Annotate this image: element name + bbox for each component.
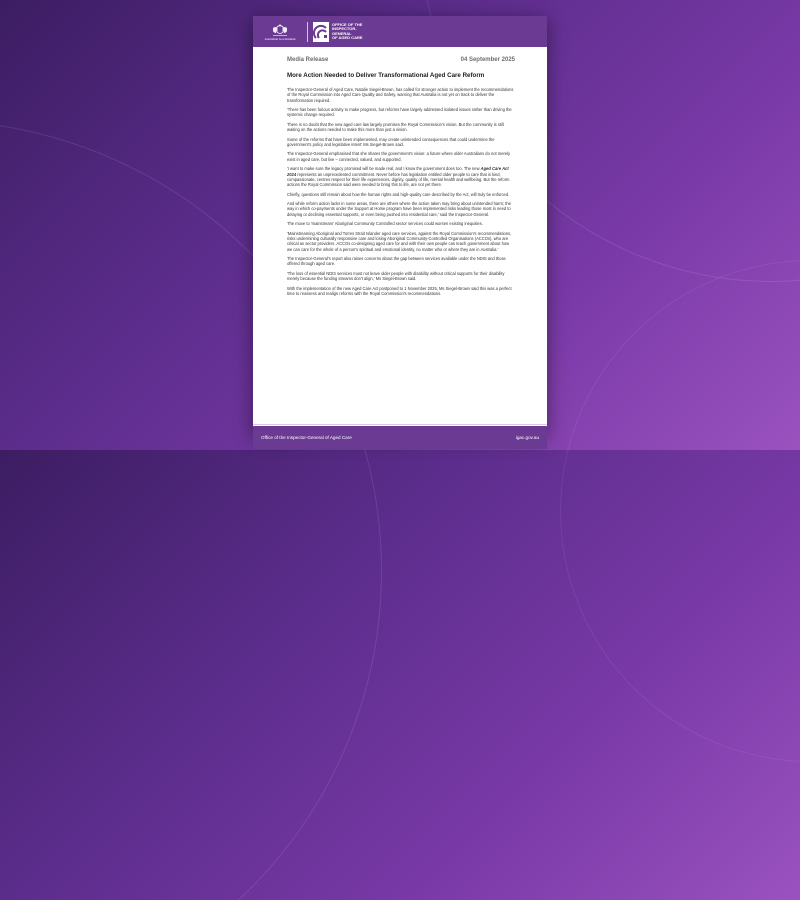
footer-divider bbox=[253, 424, 547, 425]
release-date: 04 September 2025 bbox=[460, 57, 515, 63]
paragraph: 'Mainstreaming Aboriginal and Torres Strait Islander aged care services, against the Royal Commission's recommendations, risks undermining culturally responsive care and losing Aboriginal Community-Controlled Organisations (ACCOs), who are critical as sector providers. ACCOs co-designing aged care for and with their own people can teach government about how we can care for the whole of a person's spiritual and emotional identity, no matter who or where they are in Australia.' bbox=[287, 230, 512, 252]
paragraph: With the implementation of the new Aged Care Act postponed to 1 November 2025, Ms Siegel-Brown said this was a perfect time to reassess and realign reforms with the Royal Commission's recommendations. bbox=[287, 285, 512, 296]
paragraph: The move to 'mainstream' Aboriginal Community Controlled sector services could worsen existing inequities. bbox=[287, 221, 483, 227]
government-crest bbox=[259, 23, 301, 41]
office-name bbox=[332, 23, 392, 41]
paragraph: 'The loss of essential NDIS services must not leave older people with disability without critical supports for their disability merely because the funding streams don't align,' Ms Siegel-Brown said. bbox=[287, 270, 505, 282]
paragraph: The Inspector-General's report also raises concerns about the gap between services available under the NDIS and those offered through aged care. bbox=[287, 256, 506, 267]
igac-logo-icon bbox=[313, 22, 329, 42]
media-release-document bbox=[253, 16, 547, 440]
office-name-line: INSPECTOR- bbox=[332, 26, 357, 32]
coat-of-arms-icon bbox=[271, 24, 289, 37]
paragraph-text: 'I want to make sure the legacy promised will be made real, and I know the government does too. The new bbox=[287, 166, 481, 172]
office-logo bbox=[313, 22, 392, 42]
media-release-label: Media Release bbox=[287, 57, 329, 63]
paragraph: There is no doubt that the new aged care law largely promises the Royal Commission's vision. But the community is still waiting on the actions needed to make this more than just a vision. bbox=[287, 121, 504, 133]
document-body bbox=[287, 57, 515, 300]
paragraph: The Inspector-General of Aged Care, Natalie Siegel-Brown, has called for stronger action to implement the recommendations of the Royal Commission into Aged Care Quality and Safety, warning that Australia is not yet on track to deliver the transformation required. bbox=[287, 87, 514, 103]
paragraph: And while reform action lacks in some areas, there are others where the action taken may bring about unintended harm; the way in which co-payments under the Support at Home program have been implemented risks leading those most in need to delaying or declining essential supports, or even being pushed into residential care,' said the Inspector-General. bbox=[287, 201, 511, 217]
office-name-line: OF AGED CARE bbox=[332, 34, 363, 40]
paragraph: The Inspector-General emphasised that she shares the government's vision: a future where older Australians do not merely exist in aged care, but live – connected, valued, and supported. bbox=[287, 151, 511, 162]
footer-office-name: Office of the Inspector-General of Aged Care bbox=[261, 435, 352, 440]
release-meta bbox=[287, 57, 515, 63]
government-label: Australian Government bbox=[264, 36, 296, 41]
paragraph: Some of the reforms that have been implemented, may create unintended consequences that could undermine the government's policy and legislative intent' Ms Siegel-Brown said. bbox=[287, 136, 495, 147]
release-paragraphs bbox=[287, 87, 515, 296]
background-swoosh bbox=[560, 260, 800, 762]
paragraph: Chiefly, questions still remain about how the human rights and high-quality care described by the Act, will truly be enforced. bbox=[287, 191, 510, 197]
office-name-line: OFFICE OF THE bbox=[332, 21, 363, 27]
document-footer bbox=[253, 426, 547, 449]
office-name-line: GENERAL bbox=[332, 30, 352, 36]
paragraph-text: represents an unprecedented commitment. Never before has legislation entitled older people to care that is kind, compassionate, centres respect for their life experiences, dignity, quality of life, mental health and wellbeing. But the reform actions the Royal Commission said were needed to bring this to life, are not yet there. bbox=[287, 171, 510, 188]
paragraph-with-emphasis bbox=[287, 166, 515, 187]
footer-website: igac.gov.au bbox=[515, 435, 539, 440]
paragraph: 'There has been furious activity to make progress, but reforms have largely addressed isolated issues rather than driving the systemic change required. bbox=[287, 107, 512, 118]
header-divider bbox=[307, 22, 308, 42]
document-header bbox=[253, 16, 547, 47]
act-name: Aged Care Act 2024 bbox=[287, 166, 509, 177]
release-title: More Action Needed to Deliver Transformational Aged Care Reform bbox=[287, 72, 485, 79]
